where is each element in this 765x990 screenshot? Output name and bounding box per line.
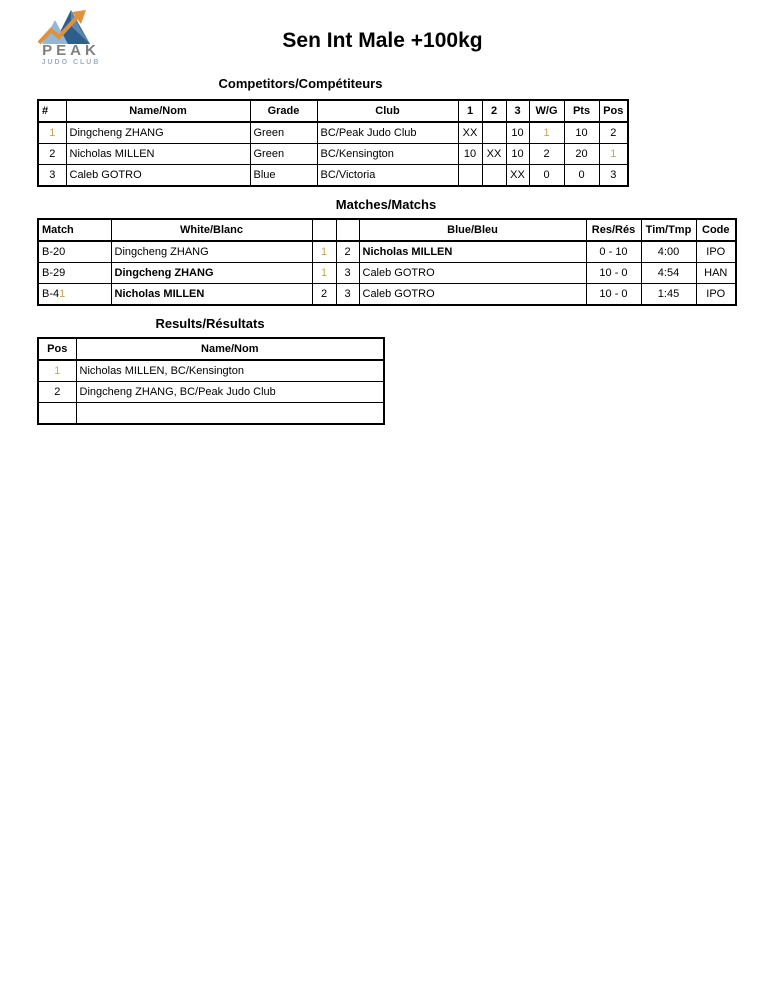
logo-subtitle-text: JUDO CLUB	[41, 59, 101, 66]
col-blue: Blue/Bleu	[359, 219, 586, 241]
round-2-result: XX	[482, 144, 506, 165]
col-grade: Grade	[250, 100, 317, 122]
result-row	[38, 403, 384, 425]
round-2-result	[482, 165, 506, 187]
col-match: Match	[38, 219, 111, 241]
col-num: #	[38, 100, 66, 122]
result-position: 2	[38, 382, 76, 403]
competitors-heading: Competitors/Compétiteurs	[218, 76, 383, 91]
position-value: 3	[599, 165, 628, 187]
match-row	[38, 263, 736, 284]
col-name: Name/Nom	[76, 338, 384, 360]
white-number: 1	[312, 263, 336, 284]
match-time: 4:54	[641, 263, 696, 284]
col-name: Name/Nom	[66, 100, 250, 122]
points-value: 20	[564, 144, 599, 165]
competitor-name: Dingcheng ZHANG	[66, 122, 250, 144]
position-value: 1	[599, 144, 628, 165]
results-heading: Results/Résultats	[155, 316, 265, 331]
competitor-grade: Green	[250, 122, 317, 144]
competitors-header-row	[38, 100, 628, 122]
col-wg: W/G	[529, 100, 564, 122]
blue-number: 2	[336, 241, 359, 263]
col-round-3: 3	[506, 100, 529, 122]
match-row	[38, 284, 736, 306]
competitor-number: 3	[38, 165, 66, 187]
blue-number: 3	[336, 263, 359, 284]
blue-competitor: Caleb GOTRO	[359, 284, 586, 306]
round-2-result	[482, 122, 506, 144]
col-white: White/Blanc	[111, 219, 312, 241]
col-time: Tim/Tmp	[641, 219, 696, 241]
white-competitor: Dingcheng ZHANG	[111, 241, 312, 263]
results-header-row	[38, 338, 384, 360]
result-row	[38, 360, 384, 382]
match-code: HAN	[696, 263, 736, 284]
result-position: 1	[38, 360, 76, 382]
result-name: Dingcheng ZHANG, BC/Peak Judo Club	[76, 382, 384, 403]
matches-table	[37, 218, 737, 306]
result-name: Nicholas MILLEN, BC/Kensington	[76, 360, 384, 382]
match-result: 10 - 0	[586, 284, 641, 306]
competitor-grade: Blue	[250, 165, 317, 187]
col-pos: Pos	[599, 100, 628, 122]
competitor-number: 1	[38, 122, 66, 144]
col-pos: Pos	[38, 338, 76, 360]
white-competitor: Dingcheng ZHANG	[111, 263, 312, 284]
results-table	[37, 337, 385, 425]
col-round-2: 2	[482, 100, 506, 122]
white-number: 1	[312, 241, 336, 263]
col-code: Code	[696, 219, 736, 241]
position-value: 2	[599, 122, 628, 144]
wins-value: 0	[529, 165, 564, 187]
round-1-result: XX	[458, 122, 482, 144]
white-competitor: Nicholas MILLEN	[111, 284, 312, 306]
col-pts: Pts	[564, 100, 599, 122]
competitor-club: BC/Victoria	[317, 165, 458, 187]
points-value: 10	[564, 122, 599, 144]
col-club: Club	[317, 100, 458, 122]
match-row	[38, 241, 736, 263]
blue-number: 3	[336, 284, 359, 306]
result-name	[76, 403, 384, 425]
blue-competitor: Caleb GOTRO	[359, 263, 586, 284]
match-id: B-29	[38, 263, 111, 284]
round-1-result	[458, 165, 482, 187]
matches-header-row	[38, 219, 736, 241]
round-3-result: 10	[506, 144, 529, 165]
white-number: 2	[312, 284, 336, 306]
wins-value: 1	[529, 122, 564, 144]
match-id: B-41	[38, 284, 111, 306]
col-round-1: 1	[458, 100, 482, 122]
match-code: IPO	[696, 284, 736, 306]
match-result: 10 - 0	[586, 263, 641, 284]
col-white-num	[312, 219, 336, 241]
competitor-club: BC/Kensington	[317, 144, 458, 165]
match-time: 4:00	[641, 241, 696, 263]
result-row	[38, 382, 384, 403]
match-code: IPO	[696, 241, 736, 263]
page-title: Sen Int Male +100kg	[282, 29, 483, 52]
match-time: 1:45	[641, 284, 696, 306]
match-id: B-20	[38, 241, 111, 263]
competitor-row	[38, 165, 628, 187]
competitor-grade: Green	[250, 144, 317, 165]
competitor-club: BC/Peak Judo Club	[317, 122, 458, 144]
logo-brand-text: PEAK	[42, 42, 100, 59]
match-result: 0 - 10	[586, 241, 641, 263]
competitor-name: Nicholas MILLEN	[66, 144, 250, 165]
col-result: Res/Rés	[586, 219, 641, 241]
result-position	[38, 403, 76, 425]
points-value: 0	[564, 165, 599, 187]
wins-value: 2	[529, 144, 564, 165]
competitor-row	[38, 122, 628, 144]
round-3-result: XX	[506, 165, 529, 187]
competitor-row	[38, 144, 628, 165]
round-1-result: 10	[458, 144, 482, 165]
matches-heading: Matches/Matchs	[335, 197, 437, 212]
round-3-result: 10	[506, 122, 529, 144]
competitor-number: 2	[38, 144, 66, 165]
col-blue-num	[336, 219, 359, 241]
competitor-name: Caleb GOTRO	[66, 165, 250, 187]
competitors-table	[37, 99, 629, 187]
blue-competitor: Nicholas MILLEN	[359, 241, 586, 263]
